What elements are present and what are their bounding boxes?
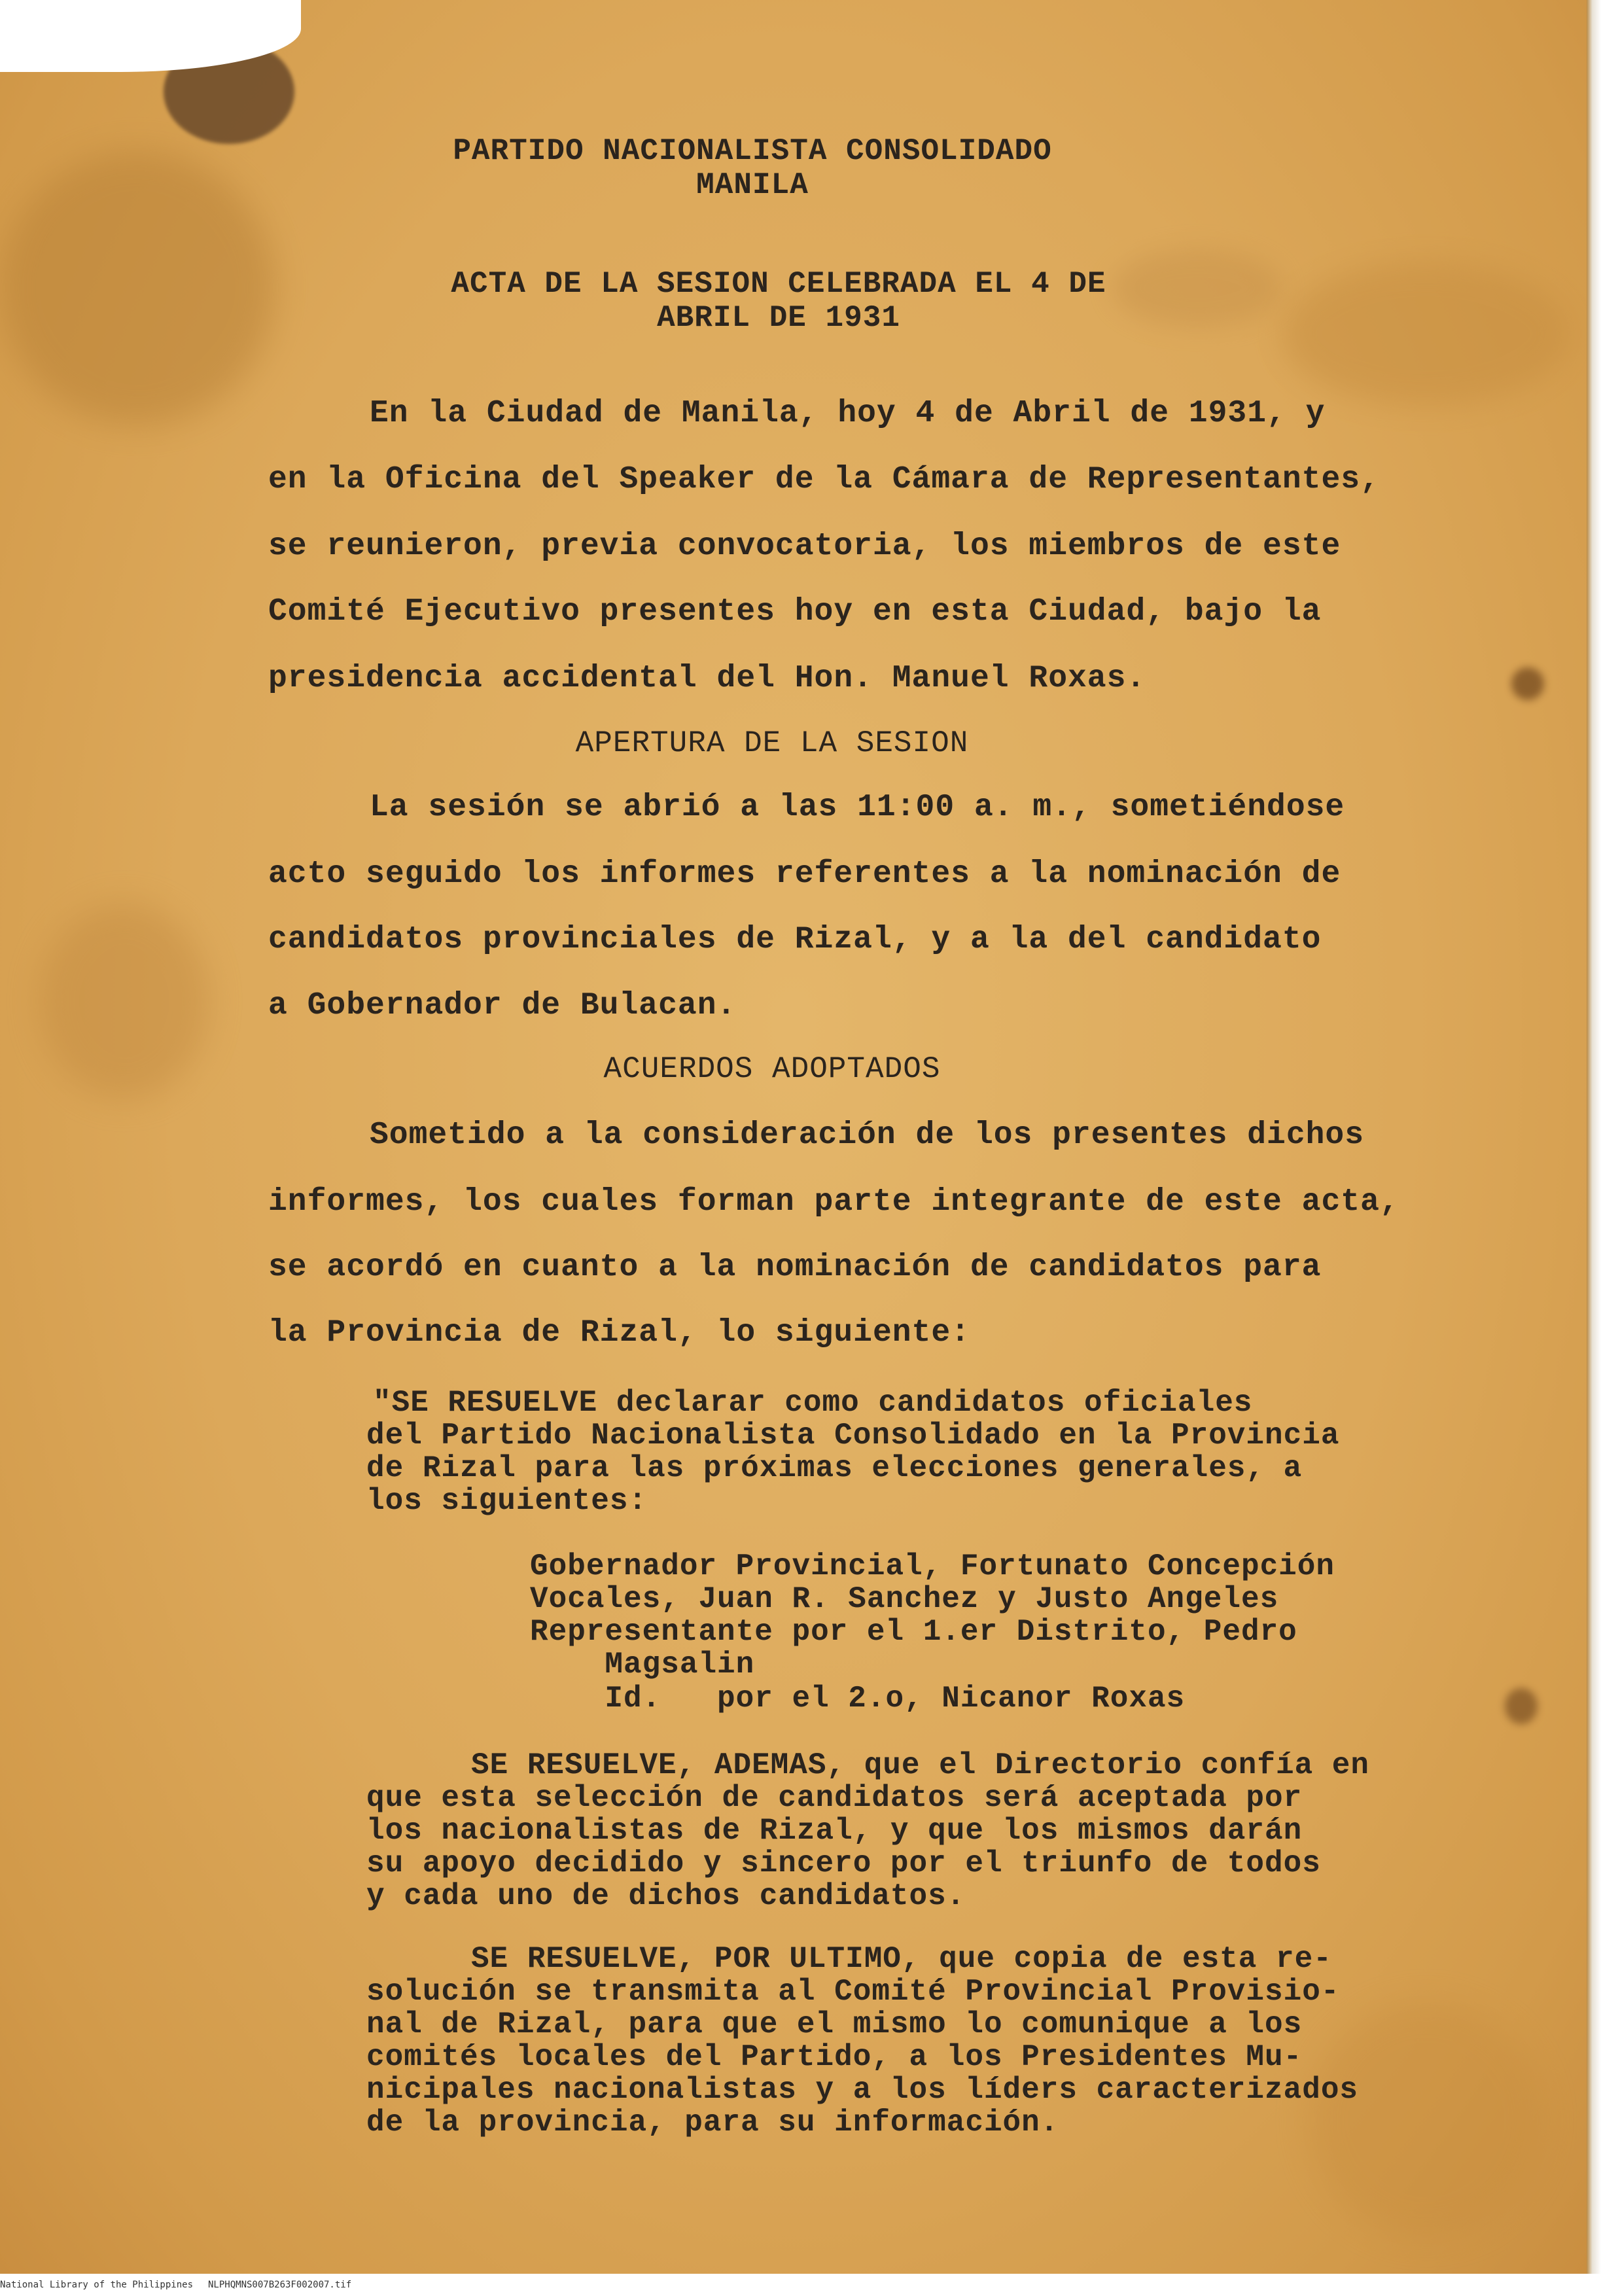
- resolution-line: del Partido Nacionalista Consolidado en la Provincia: [366, 1419, 1340, 1453]
- city-name: MANILA: [696, 168, 809, 202]
- party-name: PARTIDO NACIONALISTA CONSOLIDADO: [453, 134, 1052, 168]
- resolution-line: nal de Rizal, para que el mismo lo comunique a los: [366, 2007, 1303, 2041]
- paragraph-line: informes, los cuales forman parte integrante de este acta,: [268, 1184, 1399, 1220]
- candidate-line: Vocales, Juan R. Sanchez y Justo Angeles: [530, 1582, 1279, 1616]
- paragraph-line: acto seguido los informes referentes a la nominación de: [268, 857, 1341, 892]
- resolution-line: SE RESUELVE, POR ULTIMO, que copia de esta re-: [471, 1942, 1332, 1976]
- resolution-line: de Rizal para las próximas elecciones generales, a: [366, 1451, 1303, 1485]
- section-heading-agreements: ACUERDOS ADOPTADOS: [603, 1052, 941, 1086]
- resolution-line: que esta selección de candidatos será aceptada por: [366, 1781, 1303, 1815]
- paragraph-line: en la Oficina del Speaker de la Cámara de Representantes,: [268, 462, 1380, 497]
- paragraph-line: se reunieron, previa convocatoria, los miembros de este: [268, 529, 1341, 564]
- paragraph-line: La sesión se abrió a las 11:00 a. m., sometiéndose: [370, 790, 1345, 825]
- resolution-line: solución se transmita al Comité Provincial Provisio-: [366, 1975, 1340, 2009]
- library-credit: National Library of the Philippines: [0, 2280, 194, 2290]
- scan-edge: [1587, 0, 1601, 2274]
- paragraph-line: candidatos provinciales de Rizal, y a la del candidato: [268, 922, 1322, 957]
- resolution-line: comités locales del Partido, a los Presidentes Mu-: [366, 2040, 1303, 2074]
- document-title-line-1: ACTA DE LA SESION CELEBRADA EL 4 DE: [451, 267, 1106, 301]
- paragraph-line: la Provincia de Rizal, lo siguiente:: [268, 1315, 970, 1351]
- water-stain: [1309, 2002, 1544, 2238]
- section-heading-opening: APERTURA DE LA SESION: [575, 726, 969, 760]
- ink-spot: [1505, 1688, 1538, 1724]
- resolution-line: "SE RESUELVE declarar como candidatos oficiales: [373, 1386, 1253, 1420]
- paragraph-line: Comité Ejecutivo presentes hoy en esta Ciudad, bajo la: [268, 594, 1322, 629]
- resolution-line: SE RESUELVE, ADEMAS, que el Directorio confía en: [471, 1748, 1370, 1782]
- file-identifier: NLPHQMNS007B263F002007.tif: [208, 2280, 352, 2290]
- candidate-line: Representante por el 1.er Distrito, Pedro: [530, 1615, 1297, 1649]
- water-stain: [1282, 262, 1570, 406]
- candidate-line: Id. por el 2.o, Nicanor Roxas: [530, 1682, 1186, 1716]
- resolution-line: de la provincia, para su información.: [366, 2106, 1059, 2140]
- paragraph-line: En la Ciudad de Manila, hoy 4 de Abril de 1931, y: [370, 396, 1326, 431]
- resolution-line: su apoyo decidido y sincero por el triunfo de todos: [366, 1846, 1321, 1881]
- paragraph-line: se acordó en cuanto a la nominación de candidatos para: [268, 1250, 1322, 1285]
- ink-spot: [1511, 667, 1544, 700]
- candidate-line: Magsalin: [530, 1648, 755, 1682]
- water-stain: [39, 903, 209, 1099]
- paragraph-line: presidencia accidental del Hon. Manuel Roxas.: [268, 661, 1146, 696]
- resolution-line: los siguientes:: [366, 1484, 648, 1518]
- water-stain: [0, 150, 275, 425]
- paragraph-line: Sometido a la consideración de los presentes dichos: [370, 1118, 1365, 1153]
- candidate-line: Gobernador Provincial, Fortunato Concepción: [530, 1549, 1335, 1583]
- paragraph-line: a Gobernador de Bulacan.: [268, 988, 737, 1023]
- resolution-line: los nacionalistas de Rizal, y que los mismos darán: [366, 1814, 1303, 1848]
- document-title-line-2: ABRIL DE 1931: [657, 301, 900, 335]
- scan-footer: [0, 2277, 1601, 2296]
- resolution-line: y cada uno de dichos candidatos.: [366, 1879, 966, 1913]
- resolution-line: nicipales nacionalistas y a los líders caracterizados: [366, 2073, 1359, 2107]
